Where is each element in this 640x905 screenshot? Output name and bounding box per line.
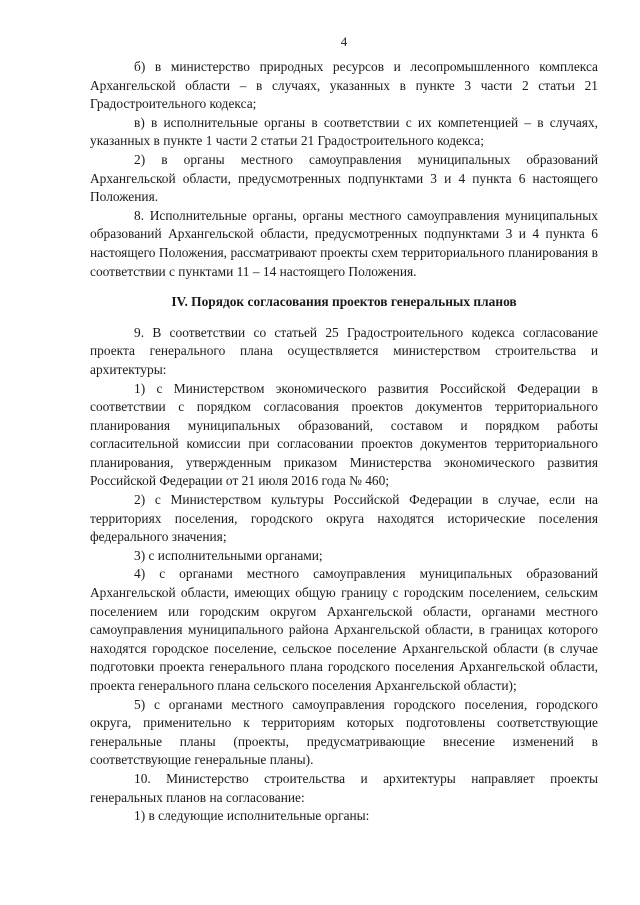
document-page — [90, 0, 598, 905]
section-heading: IV. Порядок согласования проектов генеральных планов — [171, 294, 517, 310]
paragraph-10: 10. Министерство строительства и архитектуры направляет проекты генеральных планов на согласование: — [90, 770, 598, 805]
paragraph-9-3: 3) с исполнительными органами; — [134, 547, 323, 563]
paragraph-9-5: 5) с органами местного самоуправления городского поселения, городского округа, применительно к территориям которых подготовлены соответствующие генеральные планы (проекты, предусматривающие внесение изменений в соответствующие генеральные планы). — [90, 696, 598, 768]
page-number: 4 — [340, 34, 348, 49]
paragraph-7-1-b: б) в министерство природных ресурсов и лесопромышленного комплекса Архангельской области – в случаях, указанных в пункте 3 части 2 статьи 21 Градостроительного кодекса; — [90, 59, 598, 112]
paragraph-9-2: 2) с Министерством культуры Российской Федерации в случае, если на территориях поселения, городского округа находятся исторические поселения федерального значения; — [90, 492, 598, 545]
paragraph-7-2: 2) в органы местного самоуправления муниципальных образований Архангельской области, предусмотренных подпунктами 3 и 4 пункта 6 настоящего Положения. — [90, 151, 598, 205]
document-body — [90, 58, 598, 826]
paragraph-7-1-v: в) в исполнительные органы в соответствии с их компетенцией – в случаях, указанных в пункте 1 части 2 статьи 21 Градостроительного кодекса; — [90, 114, 598, 149]
paragraph-8: 8. Исполнительные органы, органы местного самоуправления муниципальных образований Архангельской области, предусмотренных подпунктами 3 и 4 пункта 6 настоящего Положения, рассматривают проекты схем территориального планирования в соответствии с пунктами 11 – 14 настоящего Положения. — [90, 207, 598, 279]
paragraph-9-4: 4) с органами местного самоуправления муниципальных образований Архангельской области, имеющих общую границу с городским поселением, сельским поселением или городским округом Архангельской области, органами местного самоуправления муниципального района Архангельской области, в границах которого находятся городское поселение, сельское поселение Архангельской области (в случае подготовки проекта генерального плана городского поселения Архангельской области, проекта генерального плана сельского поселения Архангельской области); — [90, 566, 598, 693]
paragraph-10-1: 1) в следующие исполнительные органы: — [134, 808, 370, 824]
paragraph-9-1: 1) с Министерством экономического развития Российской Федерации в соответствии с порядком согласования проектов документов территориального планирования муниципальных образований, составом и порядком работы согласительной комиссии при согласовании проектов документов территориального планирования, утвержденным приказом Министерства экономического развития Российской Федерации от 21 июля 2016 года № 460; — [90, 380, 598, 489]
paragraph-9: 9. В соответствии со статьей 25 Градостроительного кодекса согласование проекта генерального плана осуществляется министерством строительства и архитектуры: — [90, 324, 598, 377]
